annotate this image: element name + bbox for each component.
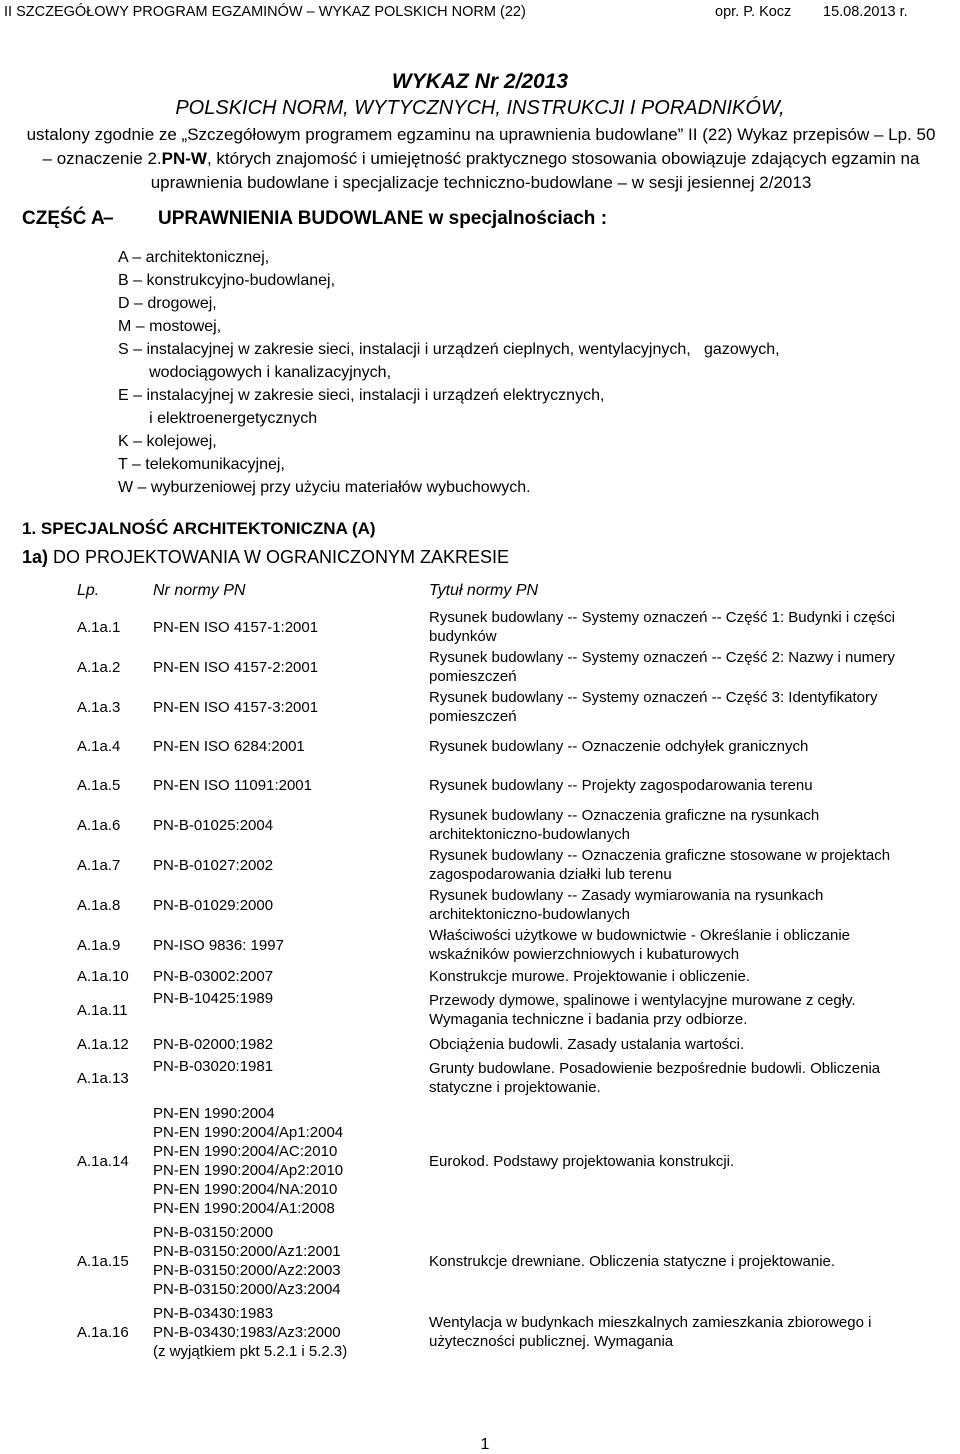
norm-number-line: PN-EN 1990:2004/NA:2010 <box>153 1181 338 1198</box>
norm-number-line: PN-EN 1990:2004/AC:2010 <box>153 1143 338 1160</box>
table-row <box>59 1221 933 1301</box>
table-row <box>59 647 933 687</box>
specialty-item: D – drogowej, <box>118 295 217 312</box>
cell-norm-title: Konstrukcje murowe. Projektowanie i obliczenie. <box>429 967 750 985</box>
table-row <box>59 1101 933 1221</box>
table-row <box>59 987 933 1033</box>
table-row <box>59 1033 933 1055</box>
document-subtitle: POLSKICH NORM, WYTYCZNYCH, INSTRUKCJI I PORADNIKÓW, <box>175 97 785 119</box>
norm-number-line: PN-B-03430:1983 <box>153 1304 274 1322</box>
cell-norm-title: Grunty budowlane. Posadowienie bezpośrednie budowli. Obliczenia statyczne i projektowanie. <box>429 1060 881 1096</box>
cell-norm-title: Wentylacja w budynkach mieszkalnych zamieszkania zbiorowego i użyteczności publicznej. Wymagania <box>429 1314 872 1350</box>
table-row <box>59 925 933 965</box>
cell-norm-title: Konstrukcje drewniane. Obliczenia statyczne i projektowanie. <box>429 1252 836 1270</box>
table-row <box>59 805 933 845</box>
norm-number-line: (z wyjątkiem pkt 5.2.1 i 5.2.3) <box>153 1342 348 1360</box>
cell-lp: A.1a.1 <box>77 618 121 636</box>
column-header-title: Tytuł normy PN <box>429 581 539 599</box>
cell-norm-title: Rysunek budowlany -- Systemy oznaczeń -- Część 1: Budynki i części budynków <box>429 609 896 645</box>
table-row <box>59 1301 933 1363</box>
cell-lp: A.1a.2 <box>77 658 121 676</box>
cell-norm-number: PN-EN ISO 4157-3:2001 <box>153 698 319 716</box>
specialty-item: S – instalacyjnej w zakresie sieci, instalacji i urządzeń cieplnych, wentylacyjnych, gazowych, <box>118 341 780 358</box>
specialty-item: A – architektonicznej, <box>118 249 270 266</box>
specialty-item: E – instalacyjnej w zakresie sieci, instalacji i urządzeń elektrycznych, <box>118 387 605 404</box>
cell-norm-number: PN-EN ISO 4157-1:2001 <box>153 618 319 636</box>
cell-norm-title: Właściwości użytkowe w budownictwie - Określanie i obliczanie wskaźników powierzchniowych i kubaturowych <box>429 927 850 963</box>
norm-number-line: PN-B-03150:2000/Az1:2001 <box>153 1243 341 1260</box>
table-row <box>59 885 933 925</box>
cell-norm-number: PN-B-03020:1981 <box>153 1058 274 1075</box>
header-date: 15.08.2013 r. <box>823 4 908 20</box>
section-heading: 1. SPECJALNOŚĆ ARCHITEKTONICZNA (A) <box>22 519 376 538</box>
cell-norm-title: Obciążenia budowli. Zasady ustalania wartości. <box>429 1035 745 1053</box>
subsection-number: 1a) <box>22 547 49 567</box>
norm-number-line: PN-EN 1990:2004/Ap1:2004 <box>153 1124 344 1141</box>
cell-norm-number: PN-B-10425:1989 <box>153 990 274 1007</box>
cell-norm-number: PN-B-01029:2000 <box>153 896 274 914</box>
table-row <box>59 965 933 987</box>
cell-norm-number: PN-ISO 9836: 1997 <box>153 936 284 954</box>
norms-table <box>59 573 933 1363</box>
cell-norm-title: Rysunek budowlany -- Zasady wymiarowania na rysunkach architektoniczno-budowlanych <box>429 887 824 923</box>
cell-norm-title: Rysunek budowlany -- Oznaczenie odchyłek granicznych <box>429 737 809 755</box>
specialty-item: B – konstrukcyjno-budowlanej, <box>118 272 336 289</box>
subsection-heading <box>22 547 509 568</box>
part-a-label: CZĘŚĆ A <box>22 208 105 229</box>
page-number: 1 <box>480 1436 490 1453</box>
cell-norm-title: Rysunek budowlany -- Systemy oznaczeń -- Część 2: Nazwy i numery pomieszczeń <box>429 649 895 685</box>
cell-norm-number <box>149 1221 425 1301</box>
cell-norm-number: PN-B-01027:2002 <box>153 856 274 874</box>
intro-paragraph <box>22 123 940 195</box>
table-row <box>59 687 933 727</box>
cell-norm-title: Przewody dymowe, spalinowe i wentylacyjne murowane z cegły. Wymagania techniczne i badania przy odbiorze. <box>429 992 856 1028</box>
specialty-item: wodociągowych i kanalizacyjnych, <box>118 364 392 381</box>
intro-part1: ustalony zgodnie ze „Szczegółowym programem egzaminu na uprawnienia budowlane” II (22) Wykaz przepisów – Lp. 50 – oznaczenie 2. <box>26 125 936 168</box>
norm-number-line: PN-B-03150:2000 <box>153 1224 274 1241</box>
cell-norm-number: PN-EN ISO 11091:2001 <box>153 776 312 794</box>
part-a-dash: – <box>103 208 114 229</box>
specialty-item: i elektroenergetycznych <box>118 410 318 427</box>
cell-norm-title: Rysunek budowlany -- Oznaczenia graficzne na rysunkach architektoniczno-budowlanych <box>429 807 820 843</box>
cell-norm-title: Rysunek budowlany -- Systemy oznaczeń -- Część 3: Identyfikatory pomieszczeń <box>429 689 878 725</box>
cell-norm-title: Rysunek budowlany -- Projekty zagospodarowania terenu <box>429 776 813 794</box>
cell-lp: A.1a.5 <box>77 776 121 794</box>
specialty-item: K – kolejowej, <box>118 433 217 450</box>
norm-number-line: PN-B-03430:1983/Az3:2000 <box>153 1323 341 1341</box>
cell-norm-title: Eurokod. Podstawy projektowania konstrukcji. <box>429 1152 735 1170</box>
table-row <box>59 1055 933 1101</box>
table-row <box>59 727 933 765</box>
cell-lp: A.1a.4 <box>77 737 121 755</box>
cell-lp: A.1a.13 <box>77 1069 129 1087</box>
cell-norm-number: PN-B-01025:2004 <box>153 816 274 834</box>
cell-norm-number: PN-B-02000:1982 <box>153 1035 274 1053</box>
cell-lp: A.1a.15 <box>77 1252 129 1270</box>
cell-lp: A.1a.11 <box>77 1001 128 1019</box>
norm-number-line: PN-B-03150:2000/Az3:2004 <box>153 1281 341 1298</box>
cell-lp: A.1a.16 <box>77 1323 129 1341</box>
norm-number-line: PN-EN 1990:2004 <box>153 1105 275 1122</box>
norm-number-line: PN-EN 1990:2004/Ap2:2010 <box>153 1162 344 1179</box>
column-header-lp: Lp. <box>77 581 100 599</box>
cell-lp: A.1a.7 <box>77 856 121 874</box>
cell-norm-number: PN-EN ISO 4157-2:2001 <box>153 658 319 676</box>
part-a-title: UPRAWNIENIA BUDOWLANE w specjalnościach : <box>158 208 608 229</box>
cell-lp: A.1a.9 <box>77 936 121 954</box>
part-a-heading <box>22 208 608 230</box>
cell-lp: A.1a.10 <box>77 967 129 985</box>
cell-lp: A.1a.12 <box>77 1035 129 1053</box>
cell-lp: A.1a.8 <box>77 896 121 914</box>
cell-lp: A.1a.3 <box>77 698 121 716</box>
header-title: II SZCZEGÓŁOWY PROGRAM EGZAMINÓW – WYKAZ POLSKICH NORM (22) <box>4 4 526 20</box>
cell-norm-number: PN-EN ISO 6284:2001 <box>153 737 305 755</box>
header-author: opr. P. Kocz <box>715 4 792 20</box>
cell-norm-number <box>149 1301 425 1363</box>
table-header-row <box>59 573 933 607</box>
cell-norm-title: Rysunek budowlany -- Oznaczenia graficzne stosowane w projektach zagospodarowania działki lub terenu <box>429 847 891 883</box>
cell-lp: A.1a.14 <box>77 1152 129 1170</box>
table-row <box>59 765 933 805</box>
column-header-nr: Nr normy PN <box>153 581 246 599</box>
specialty-item: M – mostowej, <box>118 318 222 335</box>
norm-number-line: PN-B-03150:2000/Az2:2003 <box>153 1262 341 1279</box>
intro-part2: , których znajomość i umiejętność praktycznego stosowania obowiązuje zdających egzamin na uprawnienia budowlane i specjalizacje techniczno-budowlane – w sesji jesiennej 2/2013 <box>150 149 920 192</box>
intro-bold: PN-W <box>161 149 207 168</box>
cell-norm-number <box>149 1101 425 1221</box>
specialty-item: W – wyburzeniowej przy użyciu materiałów wybuchowych. <box>118 479 531 496</box>
document-title: WYKAZ Nr 2/2013 <box>391 70 569 93</box>
cell-lp: A.1a.6 <box>77 816 121 834</box>
subsection-title: DO PROJEKTOWANIA W OGRANICZONYM ZAKRESIE <box>48 547 510 567</box>
table-row <box>59 845 933 885</box>
specialty-item: T – telekomunikacyjnej, <box>118 456 285 473</box>
cell-norm-number: PN-B-03002:2007 <box>153 967 274 985</box>
table-row <box>59 607 933 647</box>
norm-number-line: PN-EN 1990:2004/A1:2008 <box>153 1200 335 1217</box>
